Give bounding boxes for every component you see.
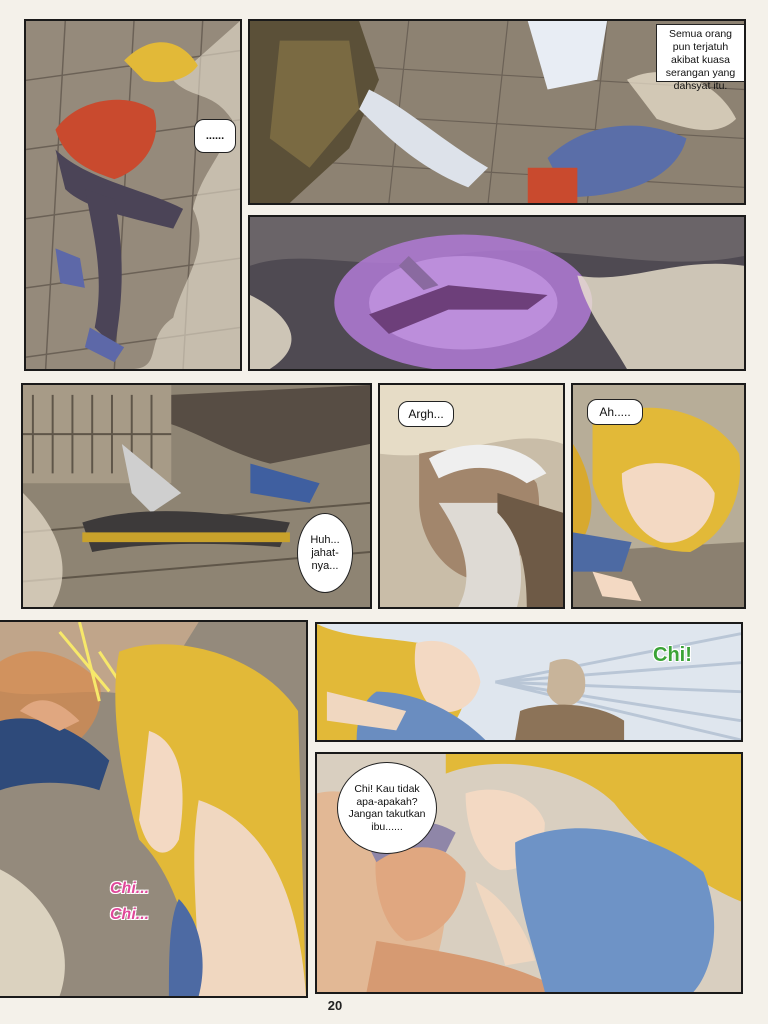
speech-bubble-dots [194,119,236,153]
page-number-text: 20 [327,998,343,1013]
panel-argh [378,383,565,609]
panel-mother-and-child [315,752,743,994]
sfx-chi-shout-text: Chi! [653,644,692,666]
panel-old-man-fallen [21,383,372,609]
purple-aura-art [250,217,744,369]
sfx-chi-shout [653,644,692,667]
narration-text: Semua orang pun terjatuh akibat kuasa serangan yang dahsyat itu. [665,28,736,92]
speech-bubble-chi-question [337,762,437,854]
sfx-chi-2 [110,906,149,924]
speech-text-chi-question: Chi! Kau tidak apa-apakah? Jangan takutkan ibu...... [348,783,426,833]
speech-bubble-argh [398,401,454,427]
panel-girl-ah [571,383,746,609]
page-number [320,998,350,1013]
sfx-chi-1-text: Chi... [110,880,150,897]
fallen-girl-art [26,21,240,369]
speech-text-ah: Ah..... [599,404,631,419]
panel-everyone-falls [248,19,746,205]
panel-girl-back-view [0,620,308,998]
panel-purple-aura [248,215,746,371]
speech-bubble-huh [297,513,353,593]
panel-fallen-girl [24,19,242,371]
narration-caption [656,24,745,92]
sfx-chi-1 [110,880,149,898]
speech-text-argh: Argh... [408,406,444,421]
sfx-chi-2-text: Chi... [110,906,150,923]
speech-text-dots: ...... [205,129,225,142]
girl-back-view-art [0,622,306,996]
speech-bubble-ah [587,399,643,425]
chi-shout-art [317,624,741,740]
speech-text-huh: Huh... jahat-nya... [310,533,340,572]
panel-chi-shout [315,622,743,742]
